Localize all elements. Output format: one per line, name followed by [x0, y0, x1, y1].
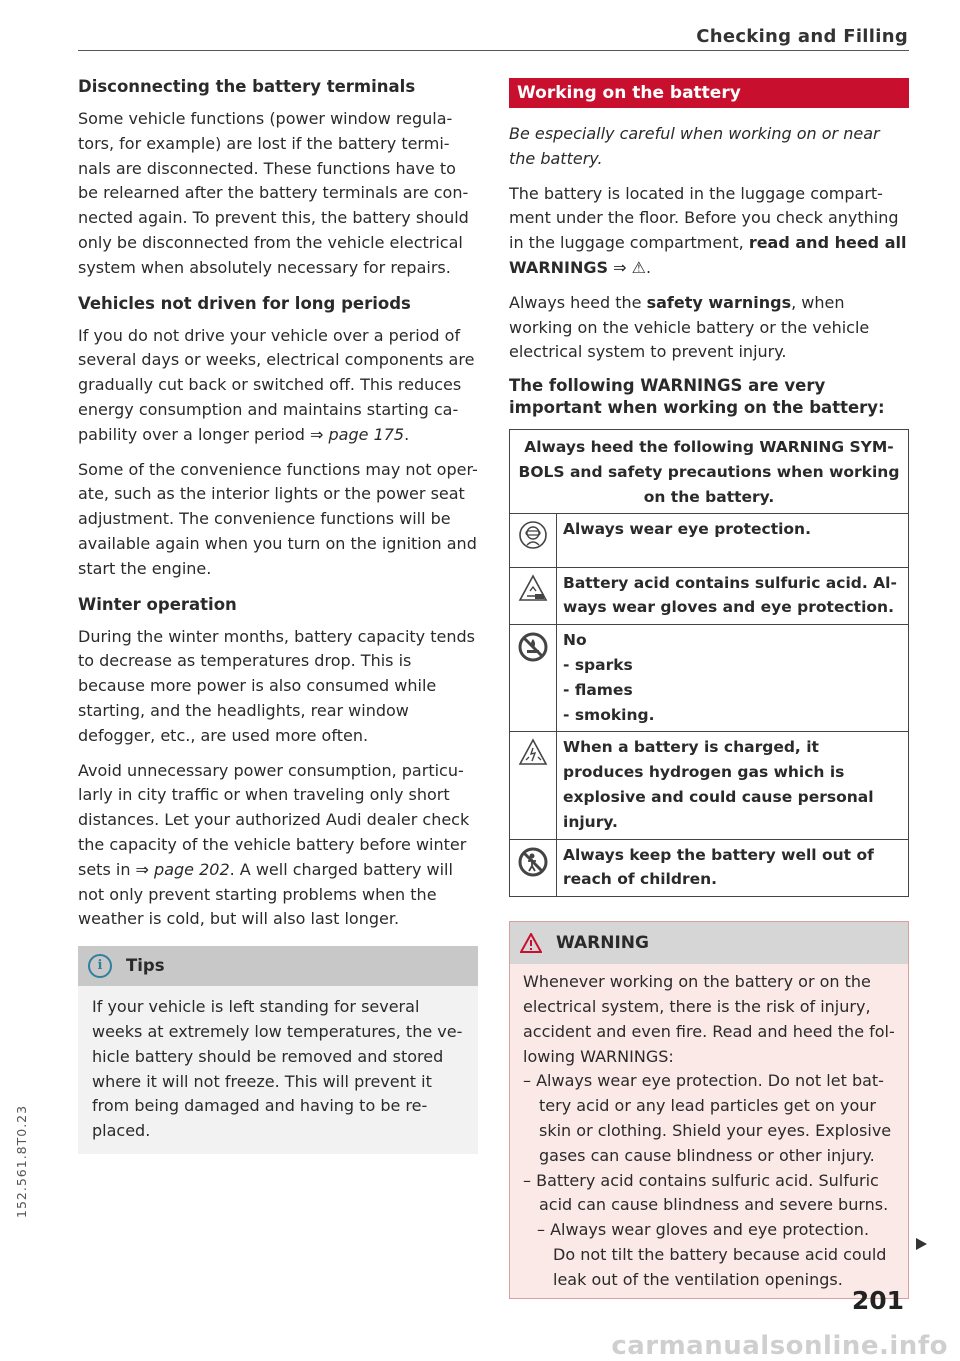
warning-item: – Battery acid contains sulfuric acid. Sulfuric acid can cause blindness and severe burns. — [523, 1170, 889, 1215]
heading-disconnect: Disconnecting the battery terminals — [78, 77, 416, 96]
para-winter-b — [78, 759, 478, 933]
para-heed — [509, 291, 909, 365]
warning-header — [510, 922, 908, 964]
tips-title: Tips — [126, 955, 165, 975]
left-column — [78, 76, 478, 1154]
section-banner: Working on the battery — [509, 78, 909, 108]
table-row — [510, 567, 909, 625]
section-title: Checking and Filling — [696, 26, 908, 47]
row-text: Always wear eye protection. — [557, 513, 909, 567]
warning-ref[interactable]: ⇒ ⚠. — [608, 257, 652, 277]
no-sparks-icon — [510, 625, 557, 732]
tips-box — [78, 946, 478, 1154]
table-row — [510, 625, 909, 732]
watermark: carmanualsonline.info — [611, 1331, 948, 1361]
warning-triangle-icon — [520, 933, 542, 953]
warning-title: WARNING — [556, 932, 649, 953]
warning-symbols-table — [509, 429, 909, 897]
para-text: Avoid unnecessary power consumption, particu-larly in city traffic or when traveling only short distances. Let your authorized Audi dealer check the capacity of the vehicle battery before winter sets in — [78, 760, 470, 879]
explosive-gas-icon — [510, 732, 557, 839]
para-disconnect: Some vehicle functions (power window regula-tors, for example) are lost if the battery termi-nals are disconnected. These functions have to be relearned after the battery terminals are con-nected again. To prevent this, the battery should only be disconnected from the vehicle electrical system when absolutely necessary for repairs. — [78, 109, 469, 277]
header-rule — [78, 50, 909, 51]
intro-text: Be especially careful when working on or near the battery. — [509, 124, 880, 168]
table-row — [510, 513, 909, 567]
heading-not-driven: Vehicles not driven for long periods — [78, 293, 411, 313]
row-text: Always keep the battery well out of reach of children. — [557, 839, 909, 897]
row-line: - smoking. — [563, 705, 655, 724]
row-text — [557, 625, 909, 732]
warning-body — [510, 964, 908, 1298]
para-text: , when working on the vehicle battery or the vehicle electrical system to prevent injury. — [509, 292, 870, 362]
table-header-row — [510, 430, 909, 513]
row-line: - sparks — [563, 655, 633, 674]
para-text: Always heed the — [509, 292, 647, 312]
para-winter-a: During the winter months, battery capacity tends to decrease as temperatures drop. This is because more power is also consumed while starting, and the headlights, rear window defogger, etc., are used more often. — [78, 626, 475, 745]
warning-box — [509, 921, 909, 1299]
heading-winter: Winter operation — [78, 594, 237, 614]
row-line: - flames — [563, 680, 633, 699]
keep-children-away-icon — [510, 839, 557, 897]
page-ref-202[interactable]: ⇒ page 202 — [135, 859, 230, 879]
page-number: 201 — [851, 1286, 904, 1315]
info-icon: i — [88, 954, 112, 978]
page-ref-175[interactable]: ⇒ page 175 — [310, 424, 405, 444]
acid-warning-icon — [510, 567, 557, 625]
bold-safety: safety warnings — [646, 292, 792, 312]
table-header: Always heed the following WARNING SYM-BOLS and safety precautions when working on the battery. — [510, 430, 909, 513]
warning-item: – Always wear eye protection. Do not let bat-tery acid or any lead particles get on your skin or clothing. Shield your eyes. Explosive gases can cause blindness or other injury. — [523, 1071, 892, 1165]
eye-protection-icon — [510, 513, 557, 567]
row-text: Battery acid contains sulfuric acid. Al-ways wear gloves and eye protection. — [557, 567, 909, 625]
tips-header — [78, 946, 478, 986]
warning-item: – Always wear gloves and eye protection. Do not tilt the battery because acid could leak out of the ventilation openings. — [537, 1220, 887, 1289]
continue-arrow-icon — [916, 1238, 927, 1250]
document-code: 152.561.8T0.23 — [14, 1104, 29, 1218]
para-text: If you do not drive your vehicle over a period of several days or weeks, electrical components are gradually cut back or switched off. This reduces energy consumption and maintains starting ca-pability over a longer period — [78, 325, 475, 444]
para-location — [509, 182, 909, 281]
important-heading: The following WARNINGS are very important when working on the battery: — [509, 376, 885, 418]
para-text: . A well charged battery will not only prevent starting problems when the weather is cold, but will also last longer. — [78, 859, 453, 929]
row-line: No — [563, 631, 587, 650]
para-not-driven-a: If you do not drive your vehicle over a period of several days or weeks, electrical components are gradually cut back or switched off. This reduces energy consumption and maintains starting ca-pability over a longer period ⇒ page 175. — [78, 325, 475, 444]
table-row — [510, 732, 909, 839]
right-column — [509, 78, 909, 1299]
bold-warnings: read and heed all WARNINGS — [509, 233, 907, 277]
table-row — [510, 839, 909, 897]
tips-text: If your vehicle is left standing for several weeks at extremely low temperatures, the ve-hicle battery should be removed and stored where it will not freeze. This will prevent it from being damaged and having to be re-placed. — [92, 997, 463, 1141]
para-not-driven-b: Some of the convenience functions may not oper-ate, such as the interior lights or the power seat adjustment. The convenience functions will be available again when you turn on the ignition and start the engine. — [78, 459, 478, 578]
warning-intro: Whenever working on the battery or on the electrical system, there is the risk of injury, accident and even fire. Read and heed the fol-lowing WARNINGS: — [523, 972, 895, 1066]
para-text: The battery is located in the luggage compart-ment under the floor. Before you check anything in the luggage compartment, — [509, 183, 899, 253]
row-text: When a battery is charged, it produces hydrogen gas which is explosive and could cause personal injury. — [557, 732, 909, 839]
